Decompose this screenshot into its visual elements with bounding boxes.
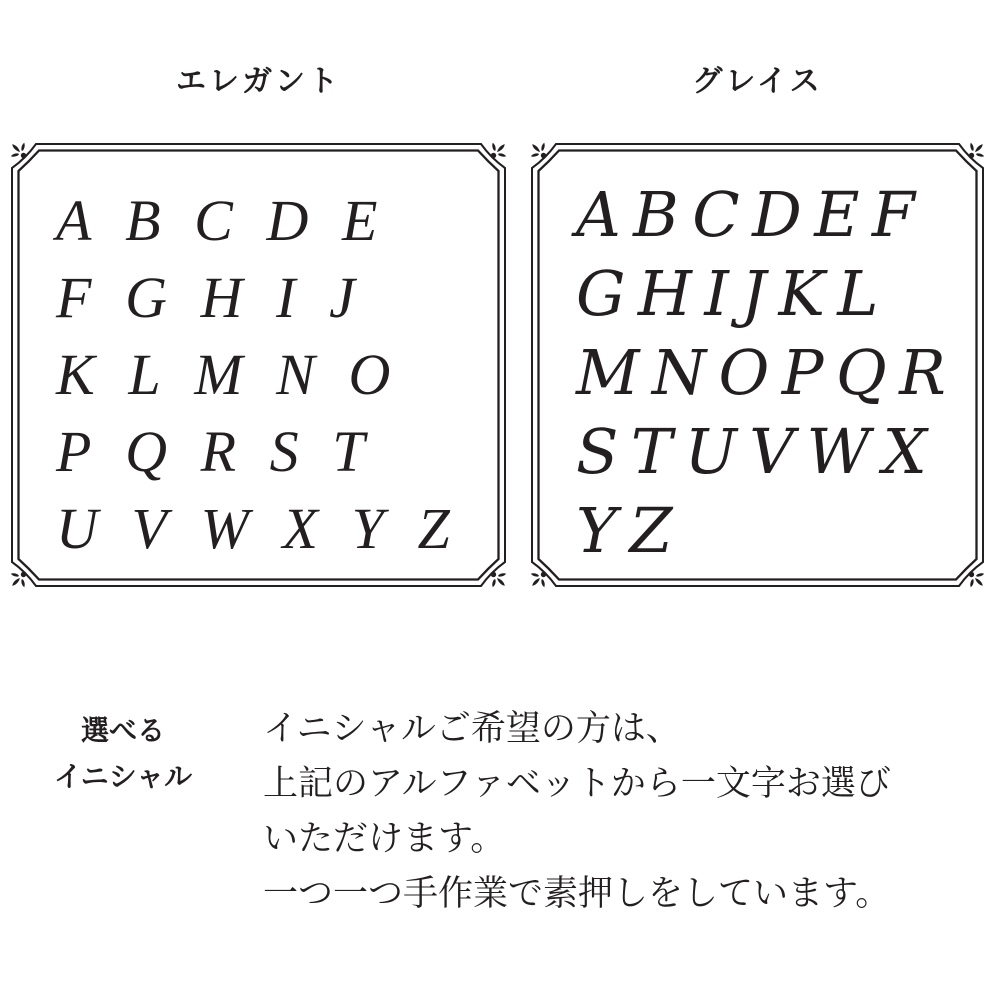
elegant-alphabet-row: FGHIJ xyxy=(56,265,389,330)
note-body xyxy=(263,701,983,921)
grace-panel xyxy=(530,142,985,588)
grace-alphabet-row: ABCDEF xyxy=(576,178,928,251)
note-label-line1: 選べる xyxy=(80,715,165,746)
elegant-alphabet-row: KLMNO xyxy=(56,342,425,407)
note-body-line: いただけます。 xyxy=(263,819,506,858)
elegant-panel xyxy=(10,142,507,588)
elegant-alphabet-row: PQRST xyxy=(56,419,399,484)
note-body-line: 一つ一つ手作業で素押しをしています。 xyxy=(263,874,891,913)
note-label-line2: イニシャル xyxy=(53,761,193,792)
grace-alphabet-row: MNOPQR xyxy=(576,336,959,409)
grace-alphabet xyxy=(530,142,985,570)
elegant-alphabet-row: ABCDE xyxy=(56,188,412,253)
grace-panel-title: グレイス xyxy=(692,65,823,98)
corner-fleur-ornament-icon xyxy=(491,572,506,587)
grace-alphabet-row: YZ xyxy=(576,494,685,567)
elegant-alphabet-row: UVWXYZ xyxy=(56,496,484,561)
elegant-alphabet xyxy=(10,142,507,567)
note-body-line: イニシャルご希望の方は、 xyxy=(263,709,681,748)
grace-alphabet-row: STUVWX xyxy=(576,415,940,488)
elegant-panel-title: エレガント xyxy=(176,65,341,98)
corner-fleur-ornament-icon xyxy=(11,572,26,587)
corner-fleur-ornament-icon xyxy=(969,572,984,587)
grace-alphabet-row: GHIJKL xyxy=(576,257,891,330)
note-label xyxy=(38,708,208,800)
note-body-line: 上記のアルファベットから一文字お選び xyxy=(263,764,891,803)
corner-fleur-ornament-icon xyxy=(531,572,546,587)
